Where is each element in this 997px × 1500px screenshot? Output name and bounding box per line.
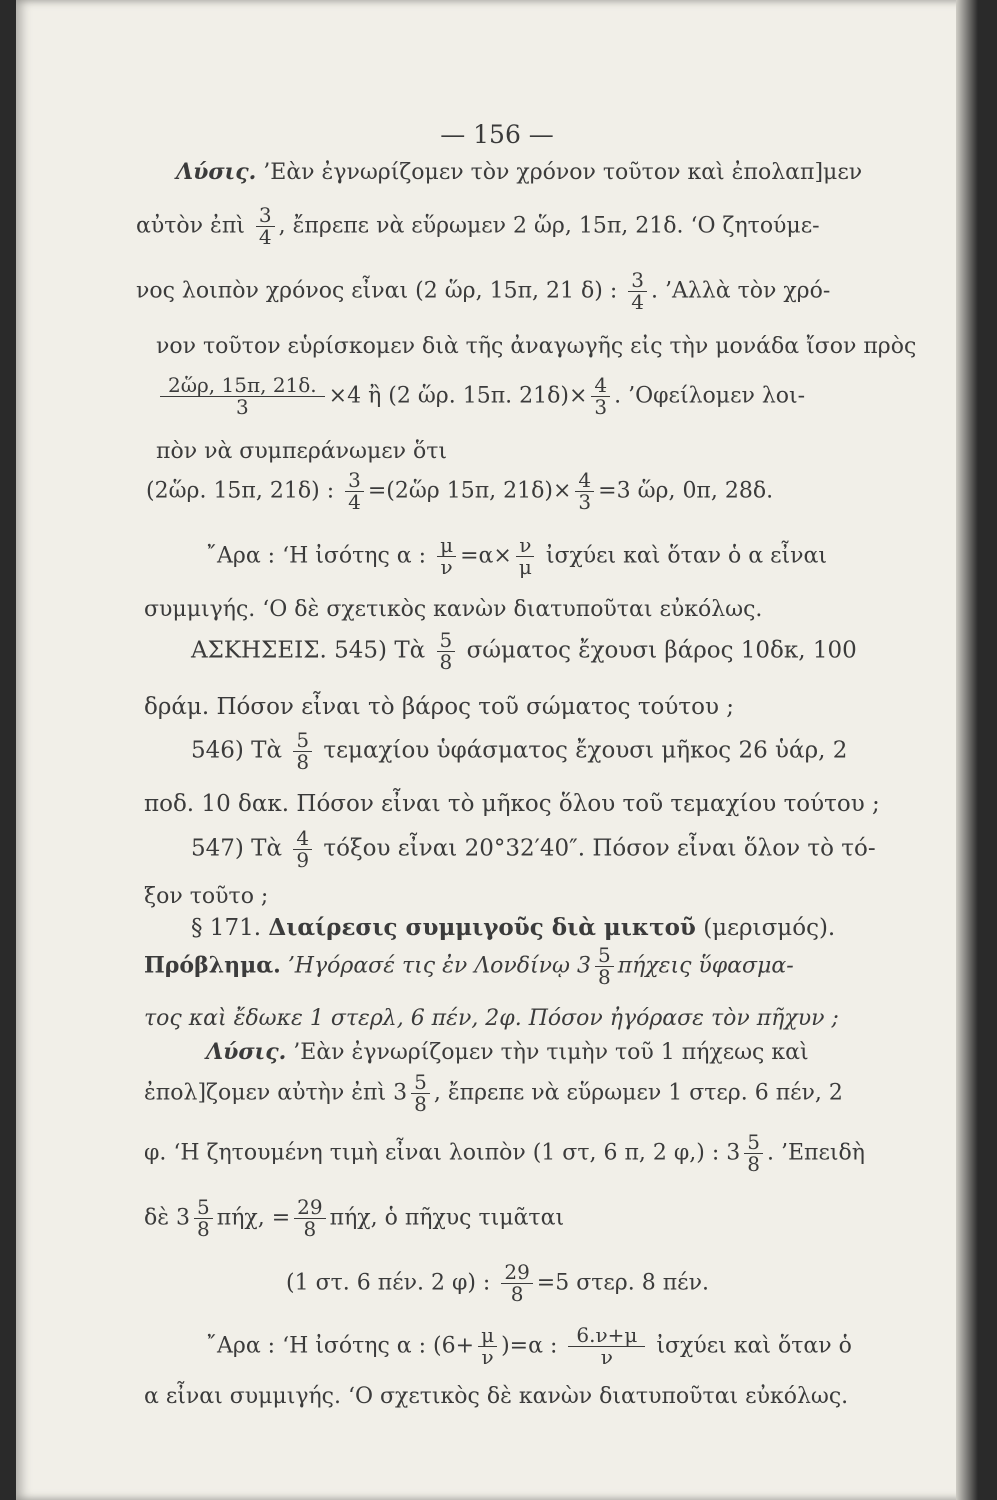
line-text: ’Εὰν ἐγνωρίζομεν τὴν τιμὴν τοῦ 1 πήχεως καὶ	[293, 1040, 809, 1065]
line-text: =α×	[460, 543, 512, 569]
page-number: — 156 —	[440, 120, 554, 149]
line-text: τος καὶ ἔδωκε 1 στερλ, 6 πέν, 2φ. Πόσον ἠγόρασε τὸν πῆχυν ;	[144, 1006, 839, 1031]
fraction: $\frac{5}{8}$	[437, 630, 456, 673]
fraction: $\frac{3}{4}$	[256, 205, 275, 248]
line-text: πὸν νὰ συμπεράνωμεν ὅτι	[156, 439, 448, 464]
line-text: ×4 ἢ (2 ὥρ. 15π. 21δ)×	[328, 383, 588, 409]
line-text: 546) Τὰ	[191, 737, 283, 764]
text-line	[144, 598, 956, 622]
exercises-heading: ΑΣΚΗΣΕΙΣ. 545) Τὰ	[191, 637, 426, 664]
text-line	[156, 440, 968, 464]
fraction: $\frac{5}{8}$	[194, 1197, 213, 1240]
line-text: ἰσχύει καὶ ὅταν ὁ	[656, 1333, 852, 1359]
section-heading	[191, 915, 997, 941]
text-line	[146, 470, 958, 513]
line-text: α εἶναι συμμιγής. ‘Ο σχετικὸς δὲ κανὼν διατυποῦται εὐκόλως.	[144, 1384, 849, 1409]
fraction: $\frac{5}{8}$	[744, 1132, 763, 1175]
text-line	[156, 335, 968, 359]
text-line	[144, 695, 956, 720]
text-line	[144, 1007, 956, 1031]
text-line	[191, 730, 997, 773]
line-text: πήχ, =	[216, 1205, 291, 1231]
text-line	[176, 160, 988, 185]
text-line	[286, 1262, 997, 1305]
line-text: =5 στερ. 8 πέν.	[536, 1270, 709, 1296]
text-line	[206, 535, 997, 578]
line-text: (2ὥρ. 15π, 21δ) :	[146, 478, 335, 504]
text-line	[136, 270, 948, 313]
fraction: $\frac{5}{8}$	[293, 730, 312, 773]
line-text: συμμιγής. ‘Ο δὲ σχετικὸς κανὼν διατυποῦται εὐκόλως.	[144, 597, 763, 622]
line-text: ῎Αρα : ‘Η ἰσότης α :	[206, 543, 427, 569]
text-line	[144, 1132, 956, 1175]
fraction: $\frac{5}{8}$	[595, 945, 614, 988]
line-text: ῎Αρα : ‘Η ἰσότης α : (6+	[206, 1333, 475, 1359]
line-text: σώματος ἔχουσι βάρος 10δκ, 100	[466, 637, 857, 664]
line-text: τόξου εἶναι 20°32′40″. Πόσον εἶναι ὅλον τὸ τό-	[323, 835, 876, 862]
line-text: . ’Αλλὰ τὸν χρό-	[650, 278, 831, 304]
text-line	[144, 945, 956, 988]
section-title: Διαίρεσις συμμιγοῦς διὰ μικτοῦ	[268, 914, 696, 941]
solution-label: Λύσις.	[206, 1039, 287, 1065]
section-number: § 171.	[191, 915, 262, 941]
text-line	[144, 792, 956, 817]
line-text: ἰσχύει καὶ ὅταν ὁ α εἶναι	[545, 543, 828, 569]
line-text: , ἔπρεπε νὰ εὕρωμεν 1 στερ. 6 πέν, 2	[433, 1080, 843, 1106]
line-text: αὐτὸν ἐπὶ	[136, 213, 245, 239]
text-line	[206, 1325, 997, 1368]
line-text: πήχ, ὁ πῆχυς τιμᾶται	[329, 1205, 565, 1231]
line-text: =(2ὥρ 15π, 21δ)×	[367, 478, 572, 504]
line-text: νος λοιπὸν χρόνος εἶναι (2 ὥρ, 15π, 21 δ) :	[136, 278, 618, 304]
text-line	[144, 1385, 956, 1409]
line-text: φ. ‘Η ζητουμένη τιμὴ εἶναι λοιπὸν (1 στ, 6 π, 2 φ,) : 3	[144, 1140, 741, 1166]
text-line	[206, 1040, 997, 1065]
line-text: )=α :	[501, 1333, 558, 1359]
fraction: $\frac{\mu}{\nu}$	[478, 1325, 497, 1368]
line-text: πήχεις ὕφασμα-	[617, 953, 794, 979]
fraction: $\frac{6.\nu+\mu}{\nu}$	[568, 1325, 645, 1368]
solution-label: Λύσις.	[176, 159, 257, 185]
text-line	[144, 885, 956, 909]
fraction: $\frac{5}{8}$	[411, 1072, 430, 1115]
line-text: νον τοῦτον εὑρίσκομεν διὰ τῆς ἀναγωγῆς εἰς τὴν μονάδα ἴσον πρὸς	[156, 334, 917, 359]
section-subtitle: (μερισμός).	[703, 915, 836, 941]
fraction: $\frac{\text{2ὥρ, 15π, 21δ.}}{3}$	[160, 375, 325, 418]
line-text: (1 στ. 6 πέν. 2 φ) :	[286, 1270, 491, 1296]
fraction: $\frac{4}{3}$	[575, 470, 594, 513]
line-text: . ’Οφείλομεν λοι-	[614, 383, 806, 409]
fraction: $\frac{\mu}{\nu}$	[437, 535, 456, 578]
line-text: ξον τοῦτο ;	[144, 884, 269, 909]
fraction: $\frac{29}{8}$	[294, 1197, 325, 1240]
text-line	[144, 1197, 956, 1240]
line-text: ’Ηγόρασέ τις ἐν Λονδίνῳ 3	[287, 953, 591, 979]
line-text: , ἔπρεπε νὰ εὕρωμεν 2 ὥρ, 15π, 21δ. ‘Ο ζητούμε-	[278, 213, 820, 239]
line-text: =3 ὥρ, 0π, 28δ.	[598, 478, 774, 504]
fraction: $\frac{\nu}{\mu}$	[516, 535, 535, 578]
line-text: τεμαχίου ὑφάσματος ἔχουσι μῆκος 26 ὑάρ, 2	[323, 737, 848, 764]
line-text: . ’Επειδὴ	[767, 1140, 865, 1166]
text-line	[144, 1072, 956, 1115]
line-text: 547) Τὰ	[191, 835, 283, 862]
text-line	[156, 375, 968, 418]
line-text: δράμ. Πόσον εἶναι τὸ βάρος τοῦ σώματος τούτου ;	[144, 694, 734, 720]
line-text: ἐπολ]ζομεν αὐτὴν ἐπὶ 3	[144, 1080, 408, 1106]
fraction: $\frac{3}{4}$	[628, 270, 647, 313]
fraction: $\frac{4}{9}$	[293, 828, 312, 871]
line-text: ποδ. 10 δακ. Πόσον εἶναι τὸ μῆκος ὅλου τοῦ τεμαχίου τούτου ;	[144, 791, 880, 817]
fraction: $\frac{29}{8}$	[501, 1262, 532, 1305]
book-page	[16, 0, 978, 1500]
problem-label: Πρόβλημα.	[144, 952, 281, 979]
text-line	[136, 205, 948, 248]
fraction: $\frac{4}{3}$	[591, 375, 610, 418]
line-text: δὲ 3	[144, 1205, 191, 1231]
fraction: $\frac{3}{4}$	[345, 470, 364, 513]
text-line	[191, 828, 997, 871]
line-text: ’Εὰν ἐγνωρίζομεν τὸν χρόνον τοῦτον καὶ ἐπολαπ]μεν	[263, 160, 863, 185]
text-line	[191, 630, 997, 673]
